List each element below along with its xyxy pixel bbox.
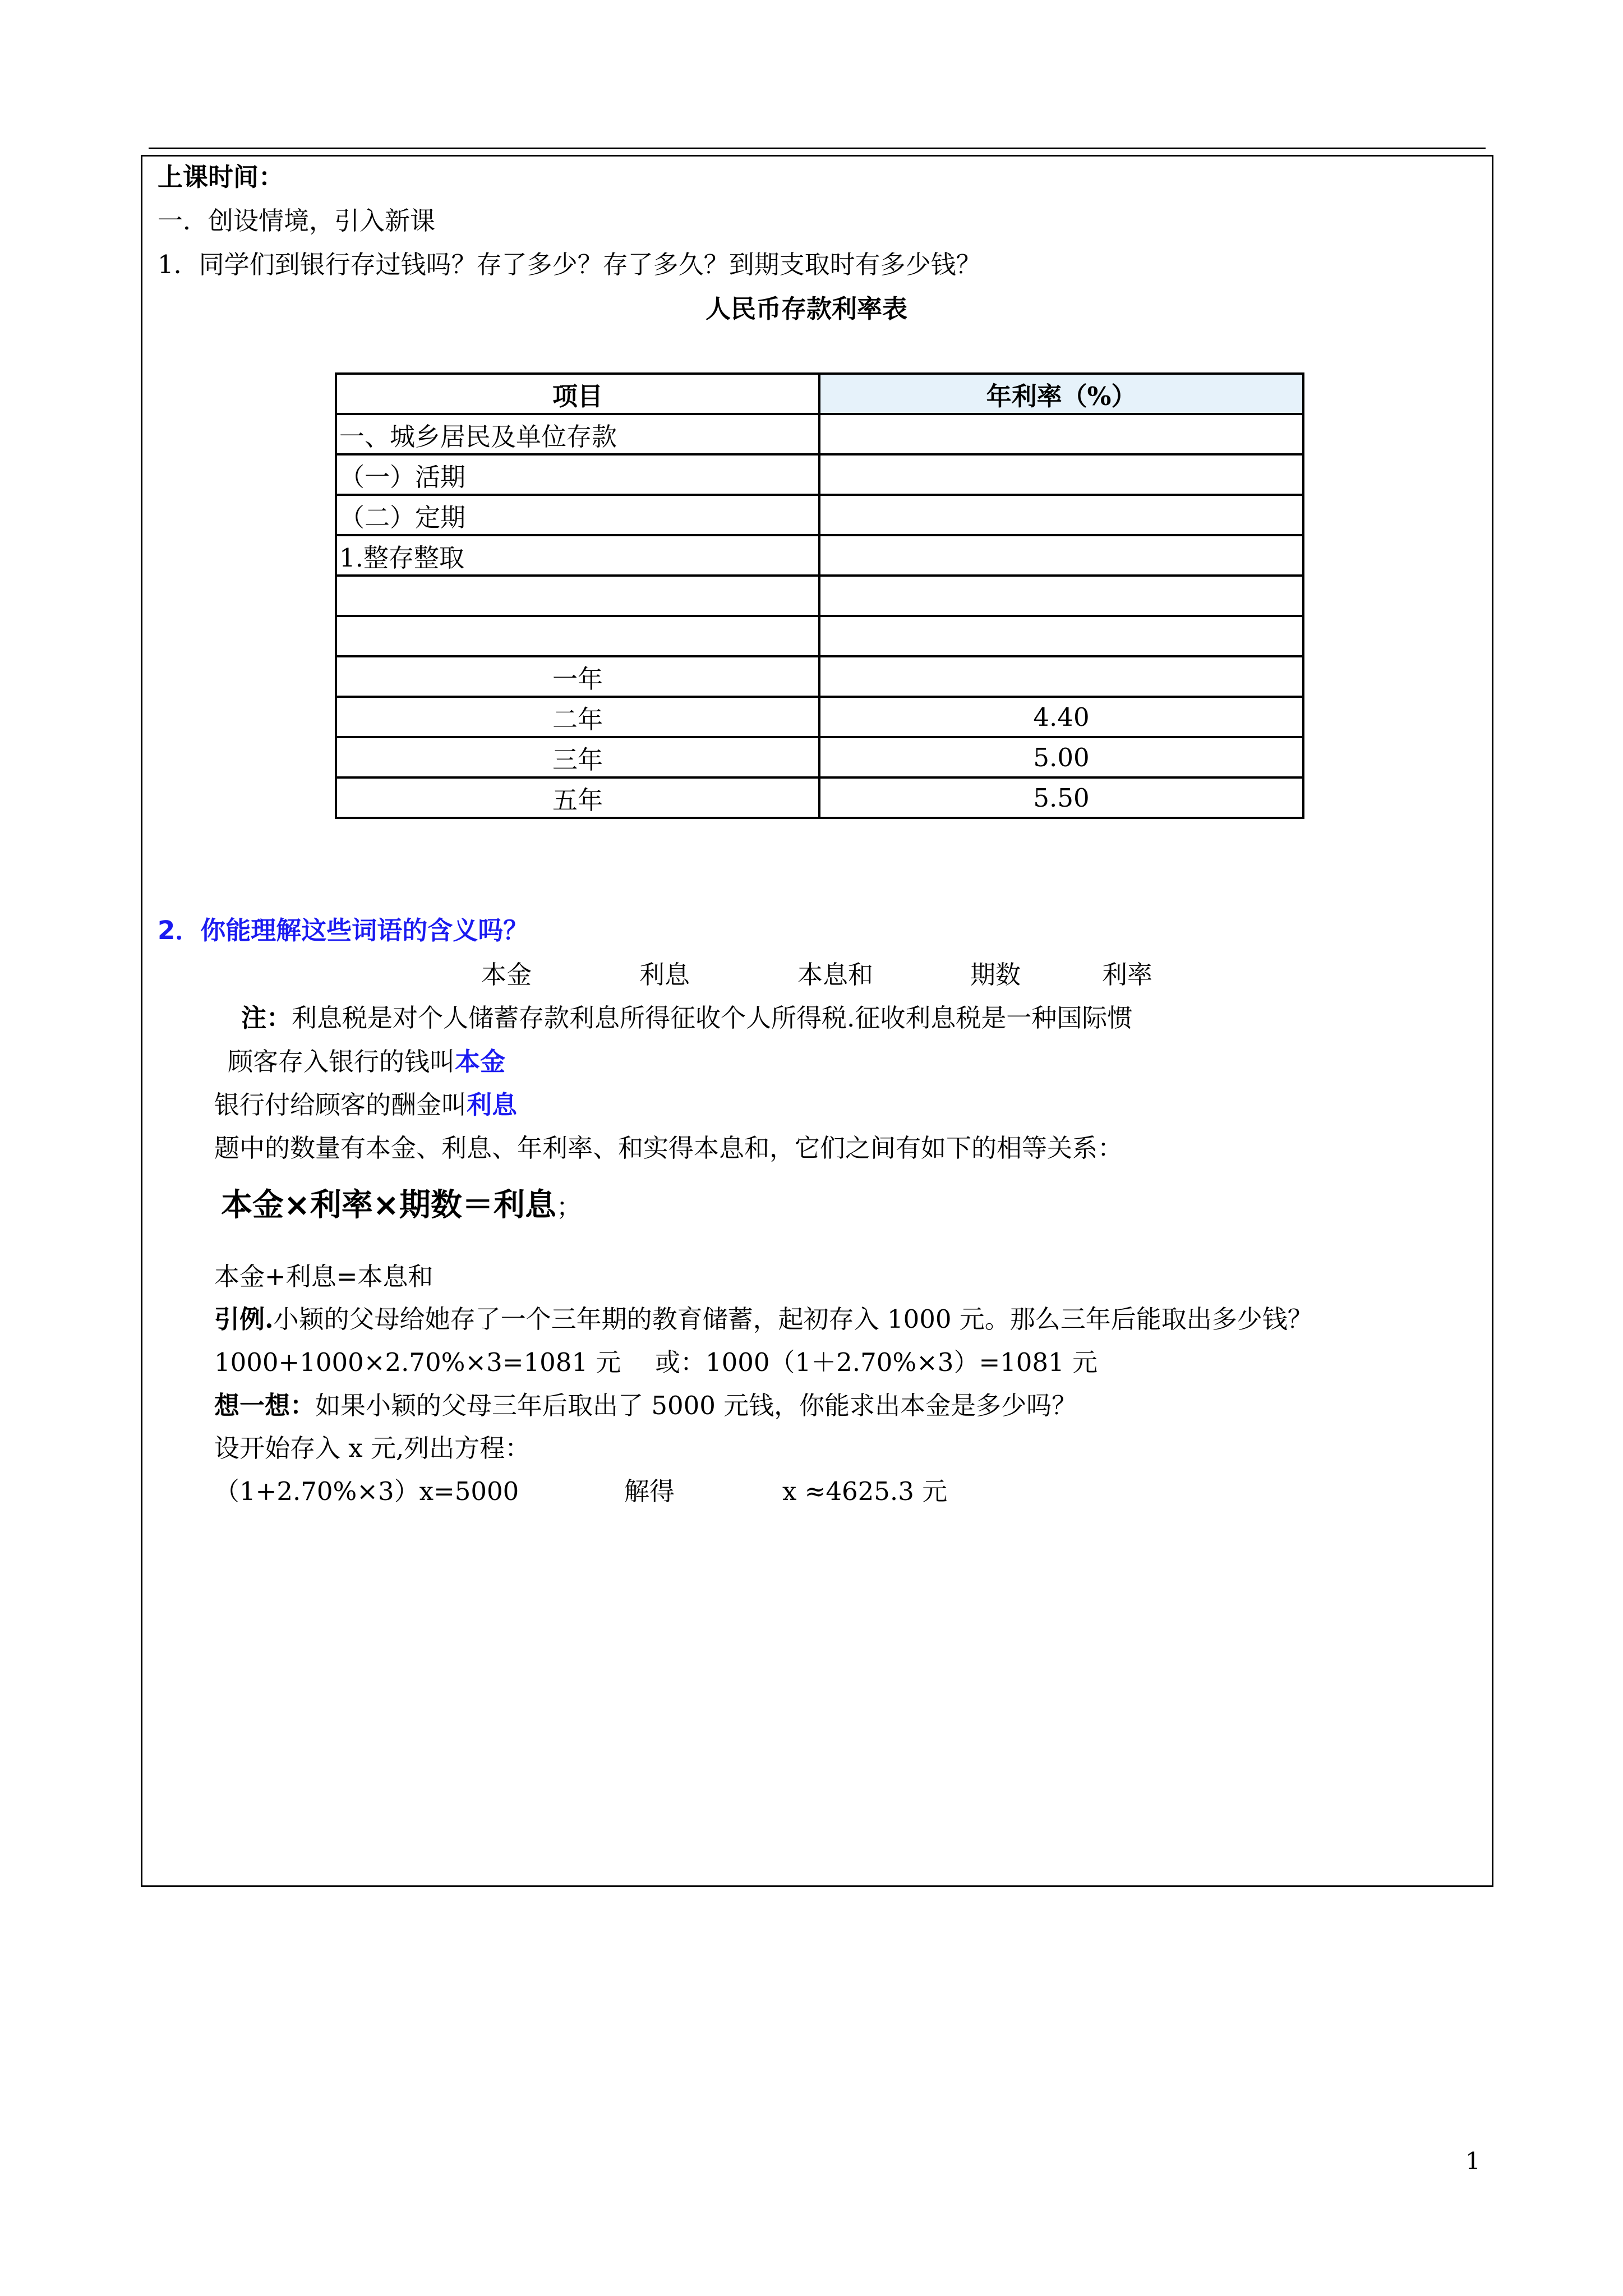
section2-question: 2．你能理解这些词语的含义吗？ [158,915,529,945]
header-rule [149,148,1486,149]
interest-formula: 本金×利率×期数＝利息 [221,1187,556,1223]
think-line [214,1389,1077,1422]
class-time-label: 上课时间： [158,162,284,192]
table-row [336,697,1303,737]
table-row [336,535,1303,576]
term-principal: 本金 [481,960,532,990]
row-item: 一、城乡居民及单位存款 [336,414,819,454]
row-item: （二）定期 [336,495,819,535]
question1: 1．同学们到银行存过钱吗？存了多少？存了多久？到期支取时有多少钱？ [158,250,981,279]
term-rate: 利率 [1102,960,1153,990]
row-item: 一年 [336,656,819,697]
row-rate [819,656,1303,697]
row-item: 五年 [336,777,819,818]
row-rate [819,616,1303,656]
setup-line: 设开始存入 x 元,列出方程： [214,1433,531,1463]
table-row [336,777,1303,818]
row-rate [819,535,1303,576]
think-text: 如果小颖的父母三年后取出了 5000 元钱，你能求出本金是多少吗？ [315,1391,1077,1420]
calc-2: 或：1000（1＋2.70%×3）=1081 元 [655,1347,1098,1377]
calc-1: 1000+1000×2.70%×3=1081 元 [214,1347,621,1377]
example-text: 小颖的父母给她存了一个三年期的教育储蓄，起初存入 1000 元。那么三年后能取出多少钱？ [273,1304,1313,1334]
row-item: 1.整存整取 [336,535,819,576]
table-row [336,616,1303,656]
term-sum: 本息和 [797,960,874,990]
row-rate: 4.40 [819,697,1303,737]
row-item: （一）活期 [336,454,819,495]
term-interest: 利息 [639,960,690,990]
table-row [336,454,1303,495]
interest-term: 利息 [467,1090,518,1120]
interest-prefix: 银行付给顾客的酬金叫 [214,1090,467,1120]
row-rate [819,454,1303,495]
row-item: 三年 [336,737,819,777]
note-text: 利息税是对个人储蓄存款利息所得征收个人所得税.征收利息税是一种国际惯 [292,1003,1133,1033]
note-line [241,1002,1132,1034]
row-rate [819,414,1303,454]
table-row [336,737,1303,777]
table-row [336,576,1303,616]
principal-term: 本金 [455,1047,506,1076]
table-header-row [336,374,1303,414]
principal-prefix: 顾客存入银行的钱叫 [228,1047,455,1076]
example-label: 引例. [214,1304,274,1334]
row-rate: 5.00 [819,737,1303,777]
row-item [336,616,819,656]
row-rate: 5.50 [819,777,1303,818]
page-number: 1 [1465,2147,1481,2175]
table-title: 人民币存款利率表 [706,294,908,324]
formula-tail: ； [556,1192,582,1222]
interest-rate-table [335,372,1304,819]
formula-line [221,1189,582,1223]
header-rate: 年利率（%） [819,374,1303,414]
table-row [336,656,1303,697]
example-line [214,1303,1313,1336]
row-item [336,576,819,616]
table-row [336,495,1303,535]
solution: x ≈4625.3 元 [782,1476,948,1506]
row-item: 二年 [336,697,819,737]
note-label: 注： [241,1003,292,1033]
row-rate [819,576,1303,616]
equation: （1+2.70%×3）x=5000 [214,1476,519,1506]
header-item: 项目 [336,374,819,414]
solve-label: 解得 [624,1476,675,1506]
think-label: 想一想： [214,1391,316,1420]
interest-definition [214,1089,517,1121]
table-row [336,414,1303,454]
relation-text: 题中的数量有本金、利息、年利率、和实得本息和，它们之间有如下的相等关系： [214,1133,1123,1163]
section1-title: 一．创设情境，引入新课 [158,206,436,236]
sum-formula: 本金+利息=本息和 [214,1262,434,1291]
row-rate [819,495,1303,535]
term-periods: 期数 [970,960,1021,990]
principal-definition [228,1046,505,1078]
